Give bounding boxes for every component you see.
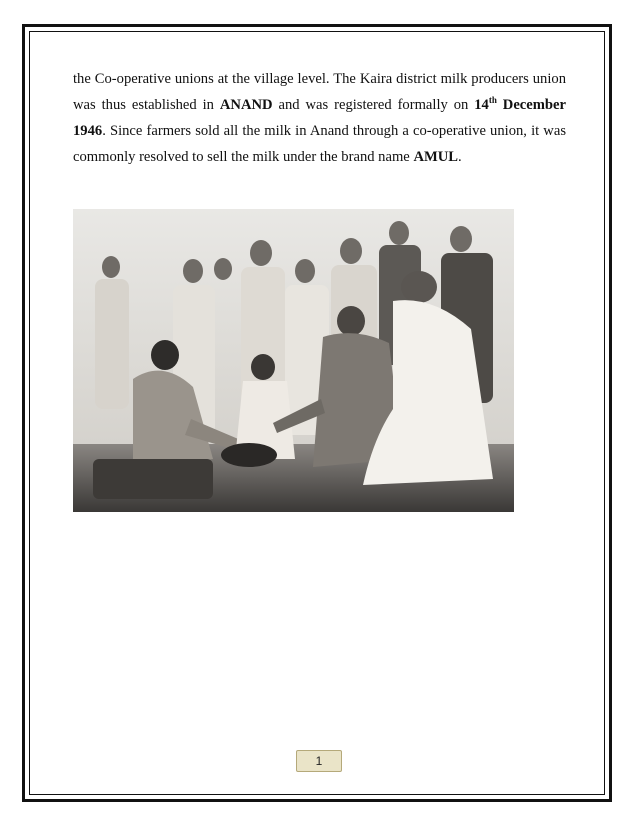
text-run: . Since farmers sold all the milk in Anand through a co-operative union, it was commonly resolved to sell the milk under the brand name: [73, 123, 566, 165]
page-number: 1: [296, 750, 342, 772]
anand-bold: ANAND: [219, 97, 273, 113]
text-run: and was registered formally on: [272, 97, 475, 113]
date-day: 14th: [474, 95, 497, 113]
body-paragraph: the Co-operative unions at the village level. The Kaira district milk producers union was thus established in ANAND and was registered formally on 14th December 1946. Since farmers sold all the milk in Anand through a co-operative union, it was commonly resolved to sell the milk under the brand name AMUL.: [73, 71, 566, 165]
historical-photograph: [73, 209, 514, 512]
amul-bold: AMUL: [413, 149, 459, 165]
text-run: the Co-operative unions at the village level. The Kaira district milk producers union was thus established in: [73, 71, 566, 113]
photograph-illustration: [73, 209, 514, 512]
date-ordinal: th: [488, 95, 497, 106]
date-month-year: December 1946: [73, 97, 566, 139]
